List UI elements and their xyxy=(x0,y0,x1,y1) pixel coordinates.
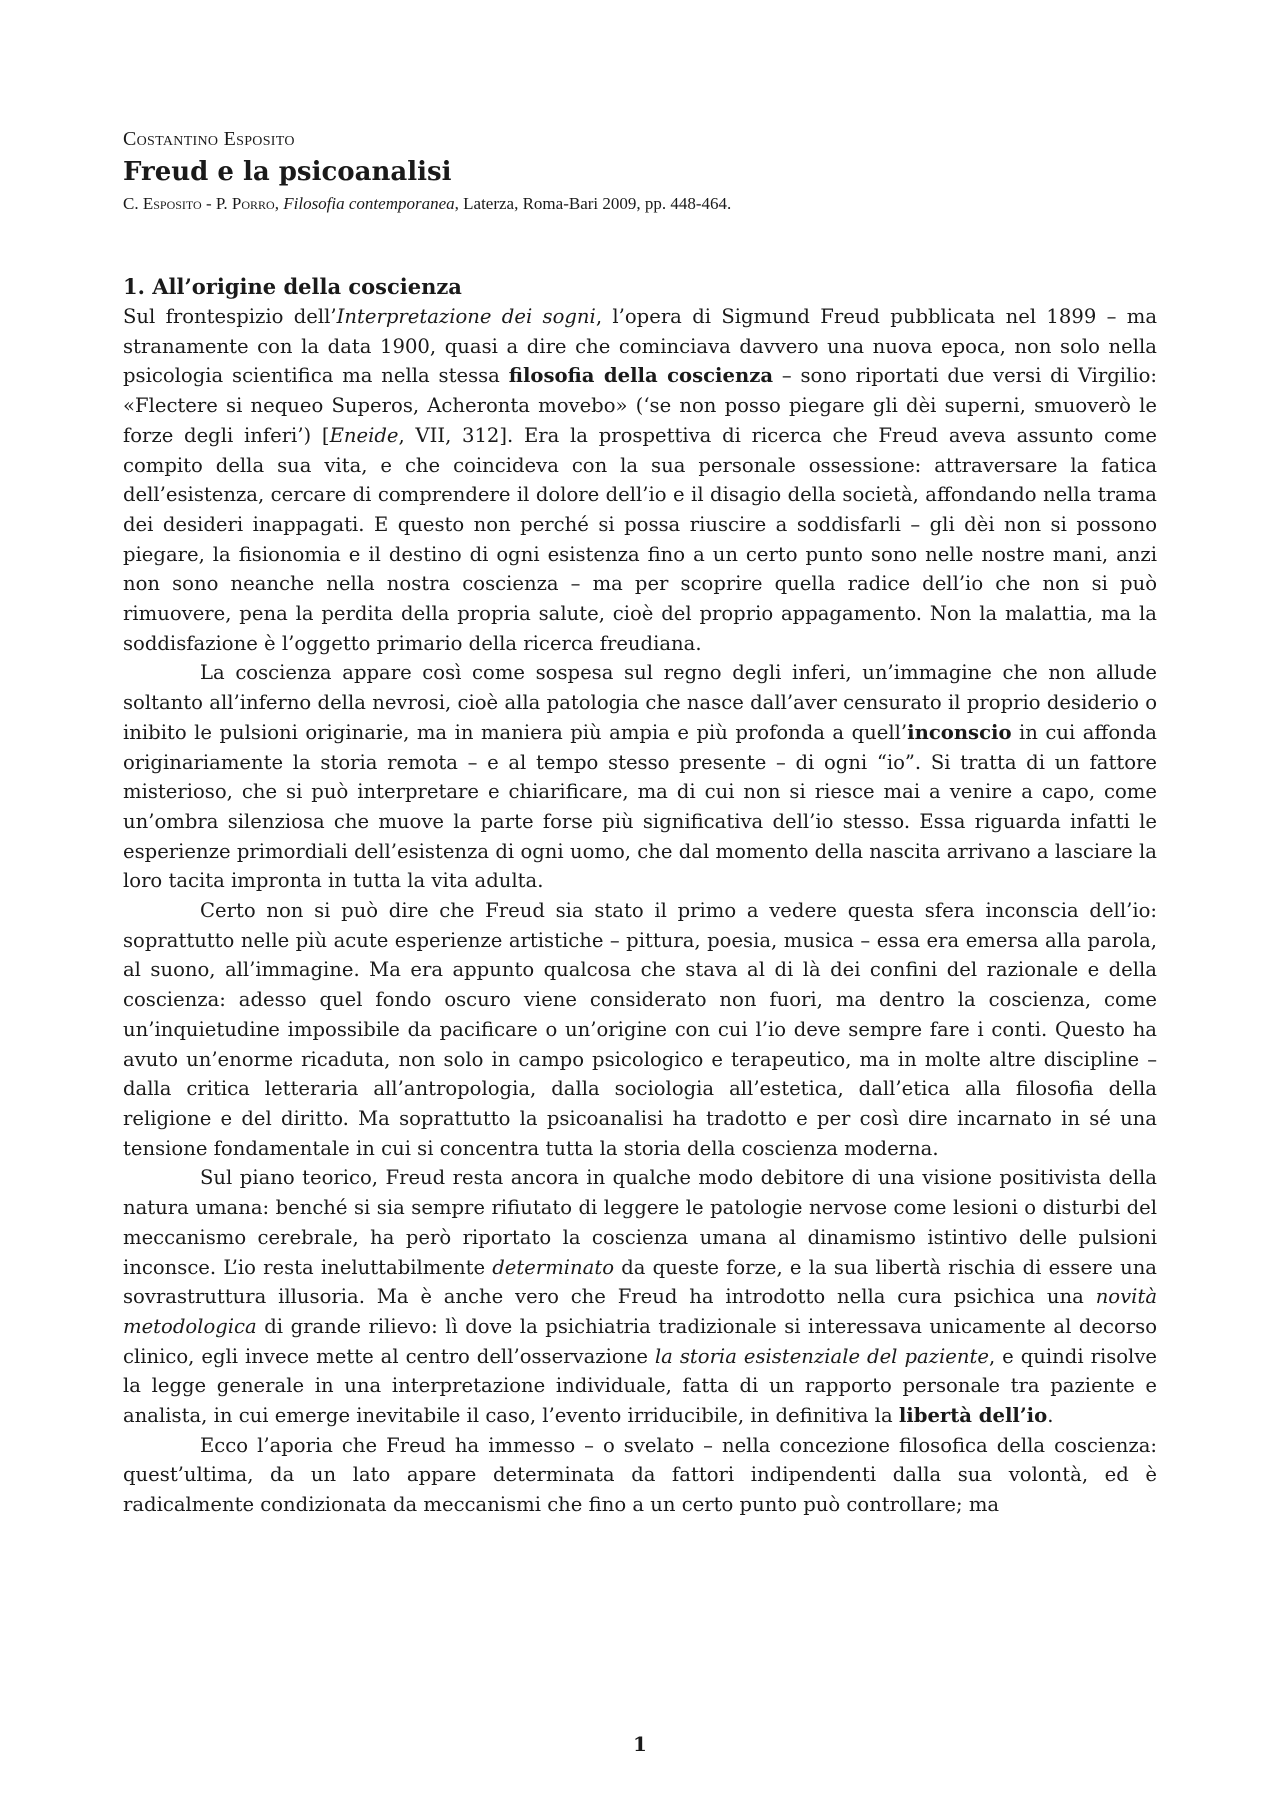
italic-run: novità metodologica xyxy=(123,1285,1157,1338)
paragraph-3 xyxy=(123,896,1157,1163)
citation-author-a: C. Esposito xyxy=(123,194,202,213)
text-run: La coscienza appare così come sospesa sul regno degli inferi, un’immagine che non allude soltanto all’inferno della nevrosi, cioè alla patologia che nasce dall’aver censurato il proprio desiderio o inibito le pulsioni originarie, ma in maniera più ampia e più profonda a quell’ xyxy=(123,661,1157,744)
text-run: di grande rilievo: lì dove la psichiatria tradizionale si interessava unicamente al decorso clinico, egli invece mette al centro dell’osservazione xyxy=(123,1314,1157,1368)
text-run: – sono riportati due versi di Virgilio: «Flectere si nequeo Superos, Acheronta movebo» (‘se non posso piegare gli dèi superni, smuoverò le forze degli inferi’) [ xyxy=(123,364,1157,447)
bibliographic-citation xyxy=(123,192,1157,216)
citation-comma: , xyxy=(274,194,284,213)
text-run: Certo non si può dire che Freud sia stato il primo a vedere questa sfera inconscia dell’io: soprattutto nelle più acute esperienze artistiche – pittura, poesia, musica – essa era emersa alla parola, al suono, all’immagine. Ma era appunto qualcosa che stava al di là dei confini del razionale e della coscienza: adesso quel fondo oscuro viene considerato non fuori, ma dentro la coscienza, come un’inquietudine impossibile da pacificare o un’origine con cui l’io deve sempre fare i conti. Questo ha avuto un’enorme ricaduta, non solo in campo psicologico e terapeutico, ma in molte altre discipline – dalla critica letteraria all’antropologia, dalla sociologia all’estetica, dall’etica alla filosofia della religione e del diritto. Ma soprattutto la psicoanalisi ha tradotto e per così dire incarnato in sé una tensione fondamentale in cui si concentra tutta la storia della coscienza moderna. xyxy=(123,899,1157,1160)
italic-run: Eneide xyxy=(329,423,399,447)
text-run: , l’opera di Sigmund Freud pubblicata nel 1899 – ma stranamente con la data 1900, quasi a dire che cominciava davvero una nuova epoca, non solo nella psicologia scientifica ma nella stessa xyxy=(123,305,1158,388)
text-run: . xyxy=(1047,1404,1054,1428)
italic-run: la storia esistenziale del paziente xyxy=(654,1344,989,1368)
paragraph-2 xyxy=(123,658,1157,896)
document-body xyxy=(123,272,1157,1520)
paragraph-5 xyxy=(123,1431,1157,1520)
document-header xyxy=(123,126,1157,216)
citation-book-title: Filosofia contemporanea xyxy=(283,194,455,213)
citation-author-b: P. Porro xyxy=(215,194,275,213)
paragraph-4 xyxy=(123,1163,1157,1430)
text-run: da queste forze, e la sua libertà rischia di essere una sovrastruttura illusoria. Ma è anche vero che Freud ha introdotto nella cura psichica una xyxy=(123,1255,1157,1309)
text-run: , e quindi risolve la legge generale in una interpretazione individuale, fatta di un rapporto personale tra paziente e analista, in cui emerge inevitabile il caso, l’evento irriducibile, in definitiva la xyxy=(123,1344,1157,1428)
text-run: Sul piano teorico, Freud resta ancora in qualche modo debitore di una visione positivista della natura umana: benché si sia sempre rifiutato di leggere le patologie nervose come lesioni o disturbi del meccanismo cerebrale, ha però riportato la coscienza umana al dinamismo istintivo delle pulsioni inconsce. L’io resta ineluttabilmente xyxy=(123,1166,1157,1279)
citation-publisher: , Laterza, Roma-Bari 2009, pp. 448-464. xyxy=(454,194,732,213)
text-run: in cui affonda originariamente la storia remota – e al tempo stesso presente – di ogni “io”. Si tratta di un fattore misterioso, che si può interpretare e chiarificare, ma di cui non si riesce mai a venire a capo, come un’ombra silenziosa che muove la parte forse più significativa dell’io stesso. Essa riguarda infatti le esperienze primordiali dell’esistenza di ogni uomo, che dal momento della nascita arrivano a lasciare la loro tacita impronta in tutta la vita adulta. xyxy=(123,720,1157,893)
bold-run: filosofia della coscienza xyxy=(508,364,774,388)
section-heading: 1. All’origine della coscienza xyxy=(123,274,462,299)
paragraph-1 xyxy=(123,302,1157,658)
citation-separator: - xyxy=(201,194,216,213)
italic-run: Interpretazione dei sogni xyxy=(336,305,596,328)
italic-run: determinato xyxy=(492,1255,615,1279)
page-title: Freud e la psicoanalisi xyxy=(123,157,452,187)
page-number: 1 xyxy=(633,1732,647,1756)
text-run: Ecco l’aporia che Freud ha immesso – o svelato – nella concezione filosofica della coscienza: quest’ultima, da un lato appare determinata da fattori indipendenti dalla sua volontà, ed è radicalmente condizionata da meccanismi che fino a un certo punto può controllare; ma xyxy=(123,1433,1157,1517)
text-run: , VII, 312]. Era la prospettiva di ricerca che Freud aveva assunto come compito della sua vita, e che coincideva con la sua personale ossessione: attraversare la fatica dell’esistenza, cercare di comprendere il dolore dell’io e il disagio della società, affondando nella trama dei desideri inappagati. E questo non perché si possa riuscire a soddisfarli – gli dèi non si possono piegare, la fisionomia e il destino di ogni esistenza fino a un certo punto sono nelle nostre mani, anzi non sono neanche nella nostra coscienza – ma per scoprire quella radice dell’io che non si può rimuovere, pena la perdita della propria salute, cioè del proprio appagamento. Non la malattia, ma la soddisfazione è l’oggetto primario della ricerca freudiana. xyxy=(123,423,1157,655)
bold-run: inconscio xyxy=(907,720,1012,744)
text-run: Sul frontespizio dell’ xyxy=(123,305,337,328)
author-name: Costantino Esposito xyxy=(123,128,295,150)
bold-run: libertà dell’io xyxy=(898,1404,1048,1428)
